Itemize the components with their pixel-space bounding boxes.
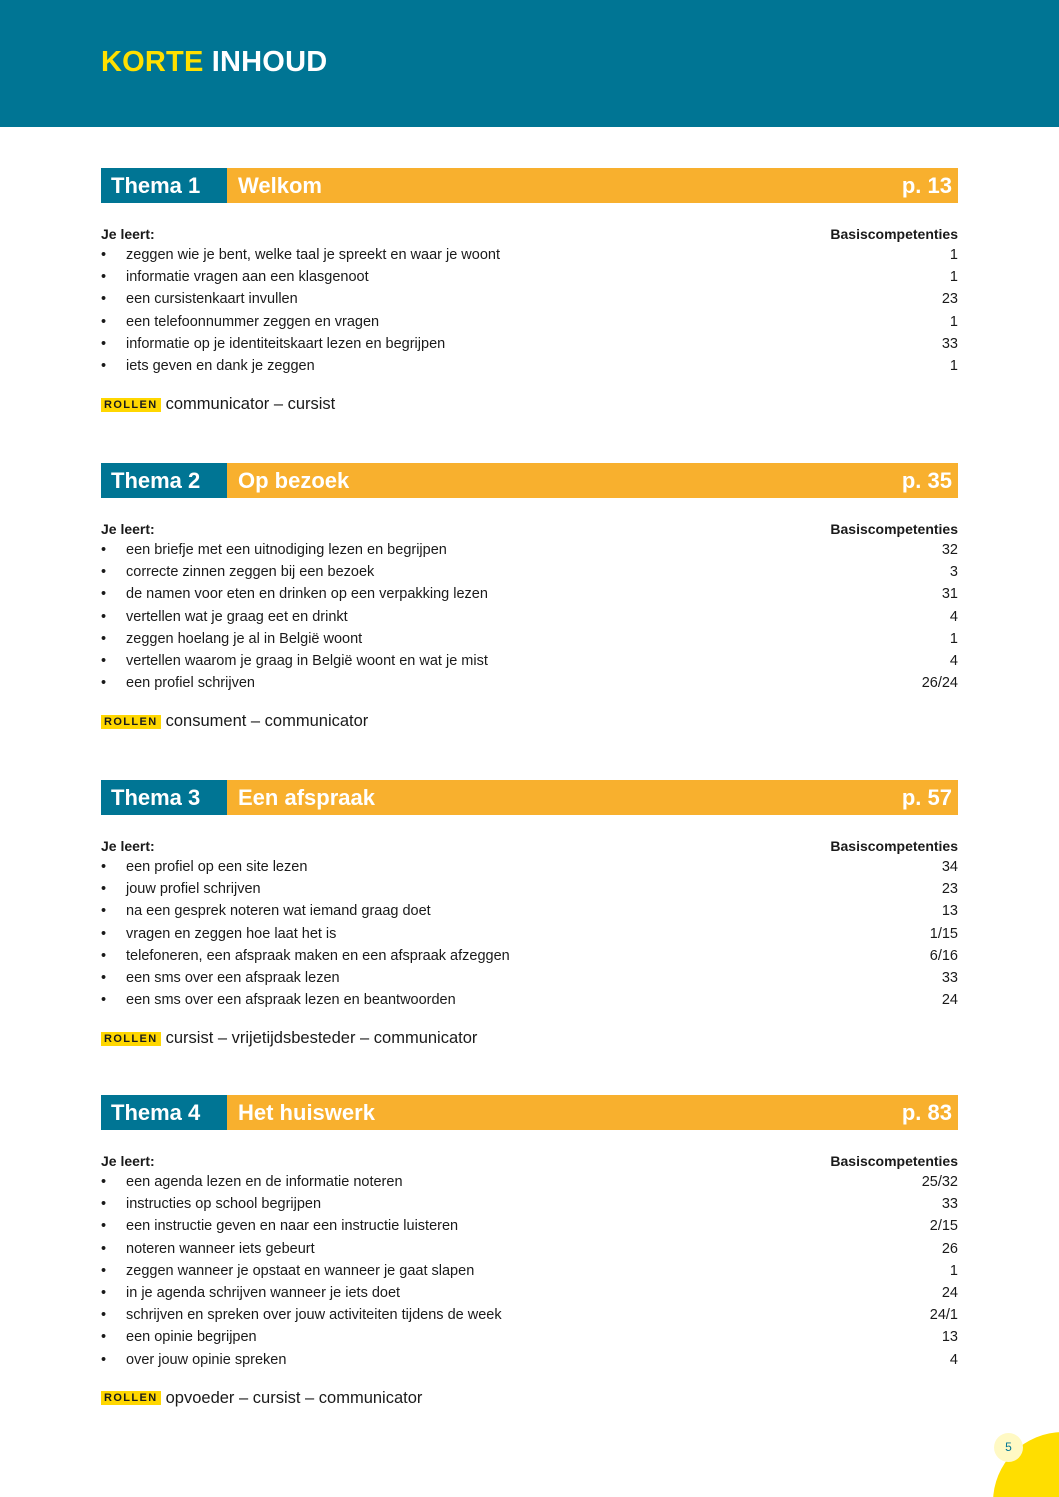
je-leert-heading: Je leert:: [101, 521, 155, 537]
item-competence: 4: [949, 652, 958, 669]
item-text: een cursistenkaart invullen: [126, 291, 298, 308]
item-text: een opinie begrijpen: [126, 1329, 257, 1346]
rollen-line: [101, 1389, 958, 1408]
thema-number: Thema 4: [101, 1095, 227, 1130]
list-item: [101, 1193, 958, 1215]
thema-section: [101, 463, 958, 731]
item-text: in je agenda schrijven wanneer je iets doet: [126, 1284, 401, 1301]
list-item: [101, 311, 958, 333]
item-competence: 1: [949, 269, 958, 286]
item-text: zeggen hoelang je al in België woont: [126, 630, 363, 647]
bullet-icon: •: [101, 675, 107, 692]
bullet-icon: •: [101, 1262, 107, 1279]
thema-page-ref: p. 57: [901, 785, 952, 810]
item-text: een profiel op een site lezen: [126, 859, 308, 875]
rollen-tag: ROLLEN: [101, 715, 161, 729]
rollen-tag: ROLLEN: [101, 1032, 161, 1046]
rollen-text: communicator – cursist: [165, 395, 336, 414]
item-competence: 13: [941, 1329, 958, 1346]
list-item: [101, 945, 958, 967]
item-text: de namen voor eten en drinken op een verpakking lezen: [126, 586, 488, 603]
thema-title: Op bezoek: [227, 463, 958, 498]
item-text: vertellen waarom je graag in België woont en wat je mist: [126, 652, 488, 669]
item-text: zeggen wie je bent, welke taal je spreekt en waar je woont: [126, 247, 500, 263]
list-item: [101, 989, 958, 1011]
thema-title: Het huiswerk: [227, 1095, 958, 1130]
page-title-rest: INHOUD: [211, 46, 328, 78]
bullet-icon: •: [101, 586, 107, 603]
item-competence: 1: [949, 313, 958, 330]
rollen-tag: ROLLEN: [101, 1391, 161, 1405]
item-text: correcte zinnen zeggen bij een bezoek: [126, 564, 375, 581]
bullet-icon: •: [101, 1307, 107, 1324]
list-item: [101, 266, 958, 288]
list-item: [101, 878, 958, 900]
rollen-line: [101, 395, 958, 414]
bullet-icon: •: [101, 1351, 107, 1368]
basiscompetenties-heading: Basiscompetenties: [830, 521, 958, 537]
je-leert-heading: Je leert:: [101, 226, 155, 242]
list-item: [101, 1304, 958, 1326]
item-competence: 26/24: [921, 675, 958, 692]
page-header: [0, 0, 1059, 127]
item-text: een sms over een afspraak lezen en beantwoorden: [126, 992, 456, 1009]
thema-number: Thema 1: [101, 168, 227, 203]
bullet-icon: •: [101, 564, 107, 581]
item-competence: 13: [941, 903, 958, 920]
bullet-icon: •: [101, 335, 107, 352]
item-competence: 1/15: [929, 925, 958, 942]
bullet-icon: •: [101, 1329, 107, 1346]
item-competence: 32: [941, 542, 958, 558]
page-title: [101, 46, 327, 79]
basiscompetenties-heading: Basiscompetenties: [830, 226, 958, 242]
item-competence: 24/1: [929, 1307, 958, 1324]
page-title-highlight: KORTE: [101, 46, 204, 78]
rollen-text: opvoeder – cursist – communicator: [165, 1388, 423, 1407]
item-text: jouw profiel schrijven: [126, 881, 261, 898]
list-item: [101, 539, 958, 561]
item-text: instructies op school begrijpen: [126, 1196, 322, 1213]
thema-title: Een afspraak: [227, 780, 958, 815]
column-headers: [101, 1151, 958, 1171]
bullet-icon: •: [101, 1240, 107, 1257]
list-item: [101, 923, 958, 945]
list-item: [101, 650, 958, 672]
item-competence: 34: [941, 859, 958, 875]
item-competence: 2/15: [929, 1218, 958, 1235]
rollen-text: consument – communicator: [165, 712, 369, 731]
bullet-icon: •: [101, 247, 107, 263]
item-competence: 6/16: [929, 947, 958, 964]
list-item: [101, 1326, 958, 1348]
je-leert-heading: Je leert:: [101, 1153, 155, 1169]
column-headers: [101, 519, 958, 539]
bullet-icon: •: [101, 542, 107, 558]
list-item: [101, 288, 958, 310]
basiscompetenties-heading: Basiscompetenties: [830, 1153, 958, 1169]
thema-page-ref: p. 35: [901, 468, 952, 493]
page-number: 5: [994, 1433, 1023, 1462]
list-item: [101, 1171, 958, 1193]
item-competence: 23: [941, 881, 958, 898]
bullet-icon: •: [101, 903, 107, 920]
list-item: [101, 583, 958, 605]
rollen-tag: ROLLEN: [101, 398, 161, 412]
rollen-line: [101, 712, 958, 731]
list-item: [101, 1215, 958, 1237]
thema-title: Welkom: [227, 168, 958, 203]
bullet-icon: •: [101, 1174, 107, 1190]
bullet-icon: •: [101, 1284, 107, 1301]
list-item: [101, 628, 958, 650]
bullet-icon: •: [101, 992, 107, 1009]
item-competence: 3: [949, 564, 958, 581]
bullet-icon: •: [101, 291, 107, 308]
thema-bar: [101, 1095, 958, 1130]
item-text: een briefje met een uitnodiging lezen en begrijpen: [126, 542, 447, 558]
thema-bar: [101, 780, 958, 815]
thema-number: Thema 3: [101, 780, 227, 815]
item-competence: 25/32: [921, 1174, 958, 1190]
list-item: [101, 672, 958, 694]
list-item: [101, 967, 958, 989]
bullet-icon: •: [101, 269, 107, 286]
bullet-icon: •: [101, 1218, 107, 1235]
list-item: [101, 1238, 958, 1260]
item-text: vragen en zeggen hoe laat het is: [126, 925, 337, 942]
list-item: [101, 561, 958, 583]
list-item: [101, 244, 958, 266]
item-text: telefoneren, een afspraak maken en een afspraak afzeggen: [126, 947, 510, 964]
rollen-text: cursist – vrijetijdsbesteder – communicator: [165, 1029, 478, 1048]
item-competence: 23: [941, 291, 958, 308]
item-text: een telefoonnummer zeggen en vragen: [126, 313, 380, 330]
item-competence: 4: [949, 608, 958, 625]
column-headers: [101, 224, 958, 244]
thema-section: [101, 168, 958, 414]
list-item: [101, 1349, 958, 1371]
item-competence: 24: [941, 992, 958, 1009]
column-headers: [101, 836, 958, 856]
thema-bar: [101, 168, 958, 203]
bullet-icon: •: [101, 947, 107, 964]
item-text: vertellen wat je graag eet en drinkt: [126, 608, 348, 625]
item-text: informatie op je identiteitskaart lezen en begrijpen: [126, 335, 446, 352]
list-item: [101, 856, 958, 878]
bullet-icon: •: [101, 357, 107, 374]
item-text: een profiel schrijven: [126, 675, 255, 692]
thema-page-ref: p. 13: [901, 173, 952, 198]
list-item: [101, 1282, 958, 1304]
list-item: [101, 606, 958, 628]
bullet-icon: •: [101, 925, 107, 942]
item-text: zeggen wanneer je opstaat en wanneer je gaat slapen: [126, 1262, 475, 1279]
item-competence: 4: [949, 1351, 958, 1368]
item-text: na een gesprek noteren wat iemand graag doet: [126, 903, 431, 920]
item-text: een sms over een afspraak lezen: [126, 969, 340, 986]
thema-bar: [101, 463, 958, 498]
bullet-icon: •: [101, 313, 107, 330]
item-competence: 33: [941, 969, 958, 986]
thema-number: Thema 2: [101, 463, 227, 498]
bullet-icon: •: [101, 1196, 107, 1213]
item-text: noteren wanneer iets gebeurt: [126, 1240, 315, 1257]
thema-section: [101, 780, 958, 1048]
je-leert-heading: Je leert:: [101, 838, 155, 854]
thema-page-ref: p. 83: [901, 1100, 952, 1125]
list-item: [101, 355, 958, 377]
item-competence: 31: [941, 586, 958, 603]
bullet-icon: •: [101, 630, 107, 647]
bullet-icon: •: [101, 608, 107, 625]
basiscompetenties-heading: Basiscompetenties: [830, 838, 958, 854]
item-competence: 33: [941, 1196, 958, 1213]
item-competence: 1: [949, 630, 958, 647]
item-competence: 1: [949, 247, 958, 263]
bullet-icon: •: [101, 859, 107, 875]
item-text: schrijven en spreken over jouw activiteiten tijdens de week: [126, 1307, 502, 1324]
list-item: [101, 333, 958, 355]
item-text: informatie vragen aan een klasgenoot: [126, 269, 369, 286]
list-item: [101, 1260, 958, 1282]
list-item: [101, 900, 958, 922]
thema-section: [101, 1095, 958, 1408]
item-text: iets geven en dank je zeggen: [126, 357, 315, 374]
item-competence: 33: [941, 335, 958, 352]
item-text: een agenda lezen en de informatie noteren: [126, 1174, 403, 1190]
item-text: een instructie geven en naar een instructie luisteren: [126, 1218, 459, 1235]
bullet-icon: •: [101, 881, 107, 898]
item-competence: 24: [941, 1284, 958, 1301]
item-competence: 1: [949, 357, 958, 374]
item-competence: 1: [949, 1262, 958, 1279]
bullet-icon: •: [101, 969, 107, 986]
rollen-line: [101, 1029, 958, 1048]
item-competence: 26: [941, 1240, 958, 1257]
bullet-icon: •: [101, 652, 107, 669]
item-text: over jouw opinie spreken: [126, 1351, 287, 1368]
